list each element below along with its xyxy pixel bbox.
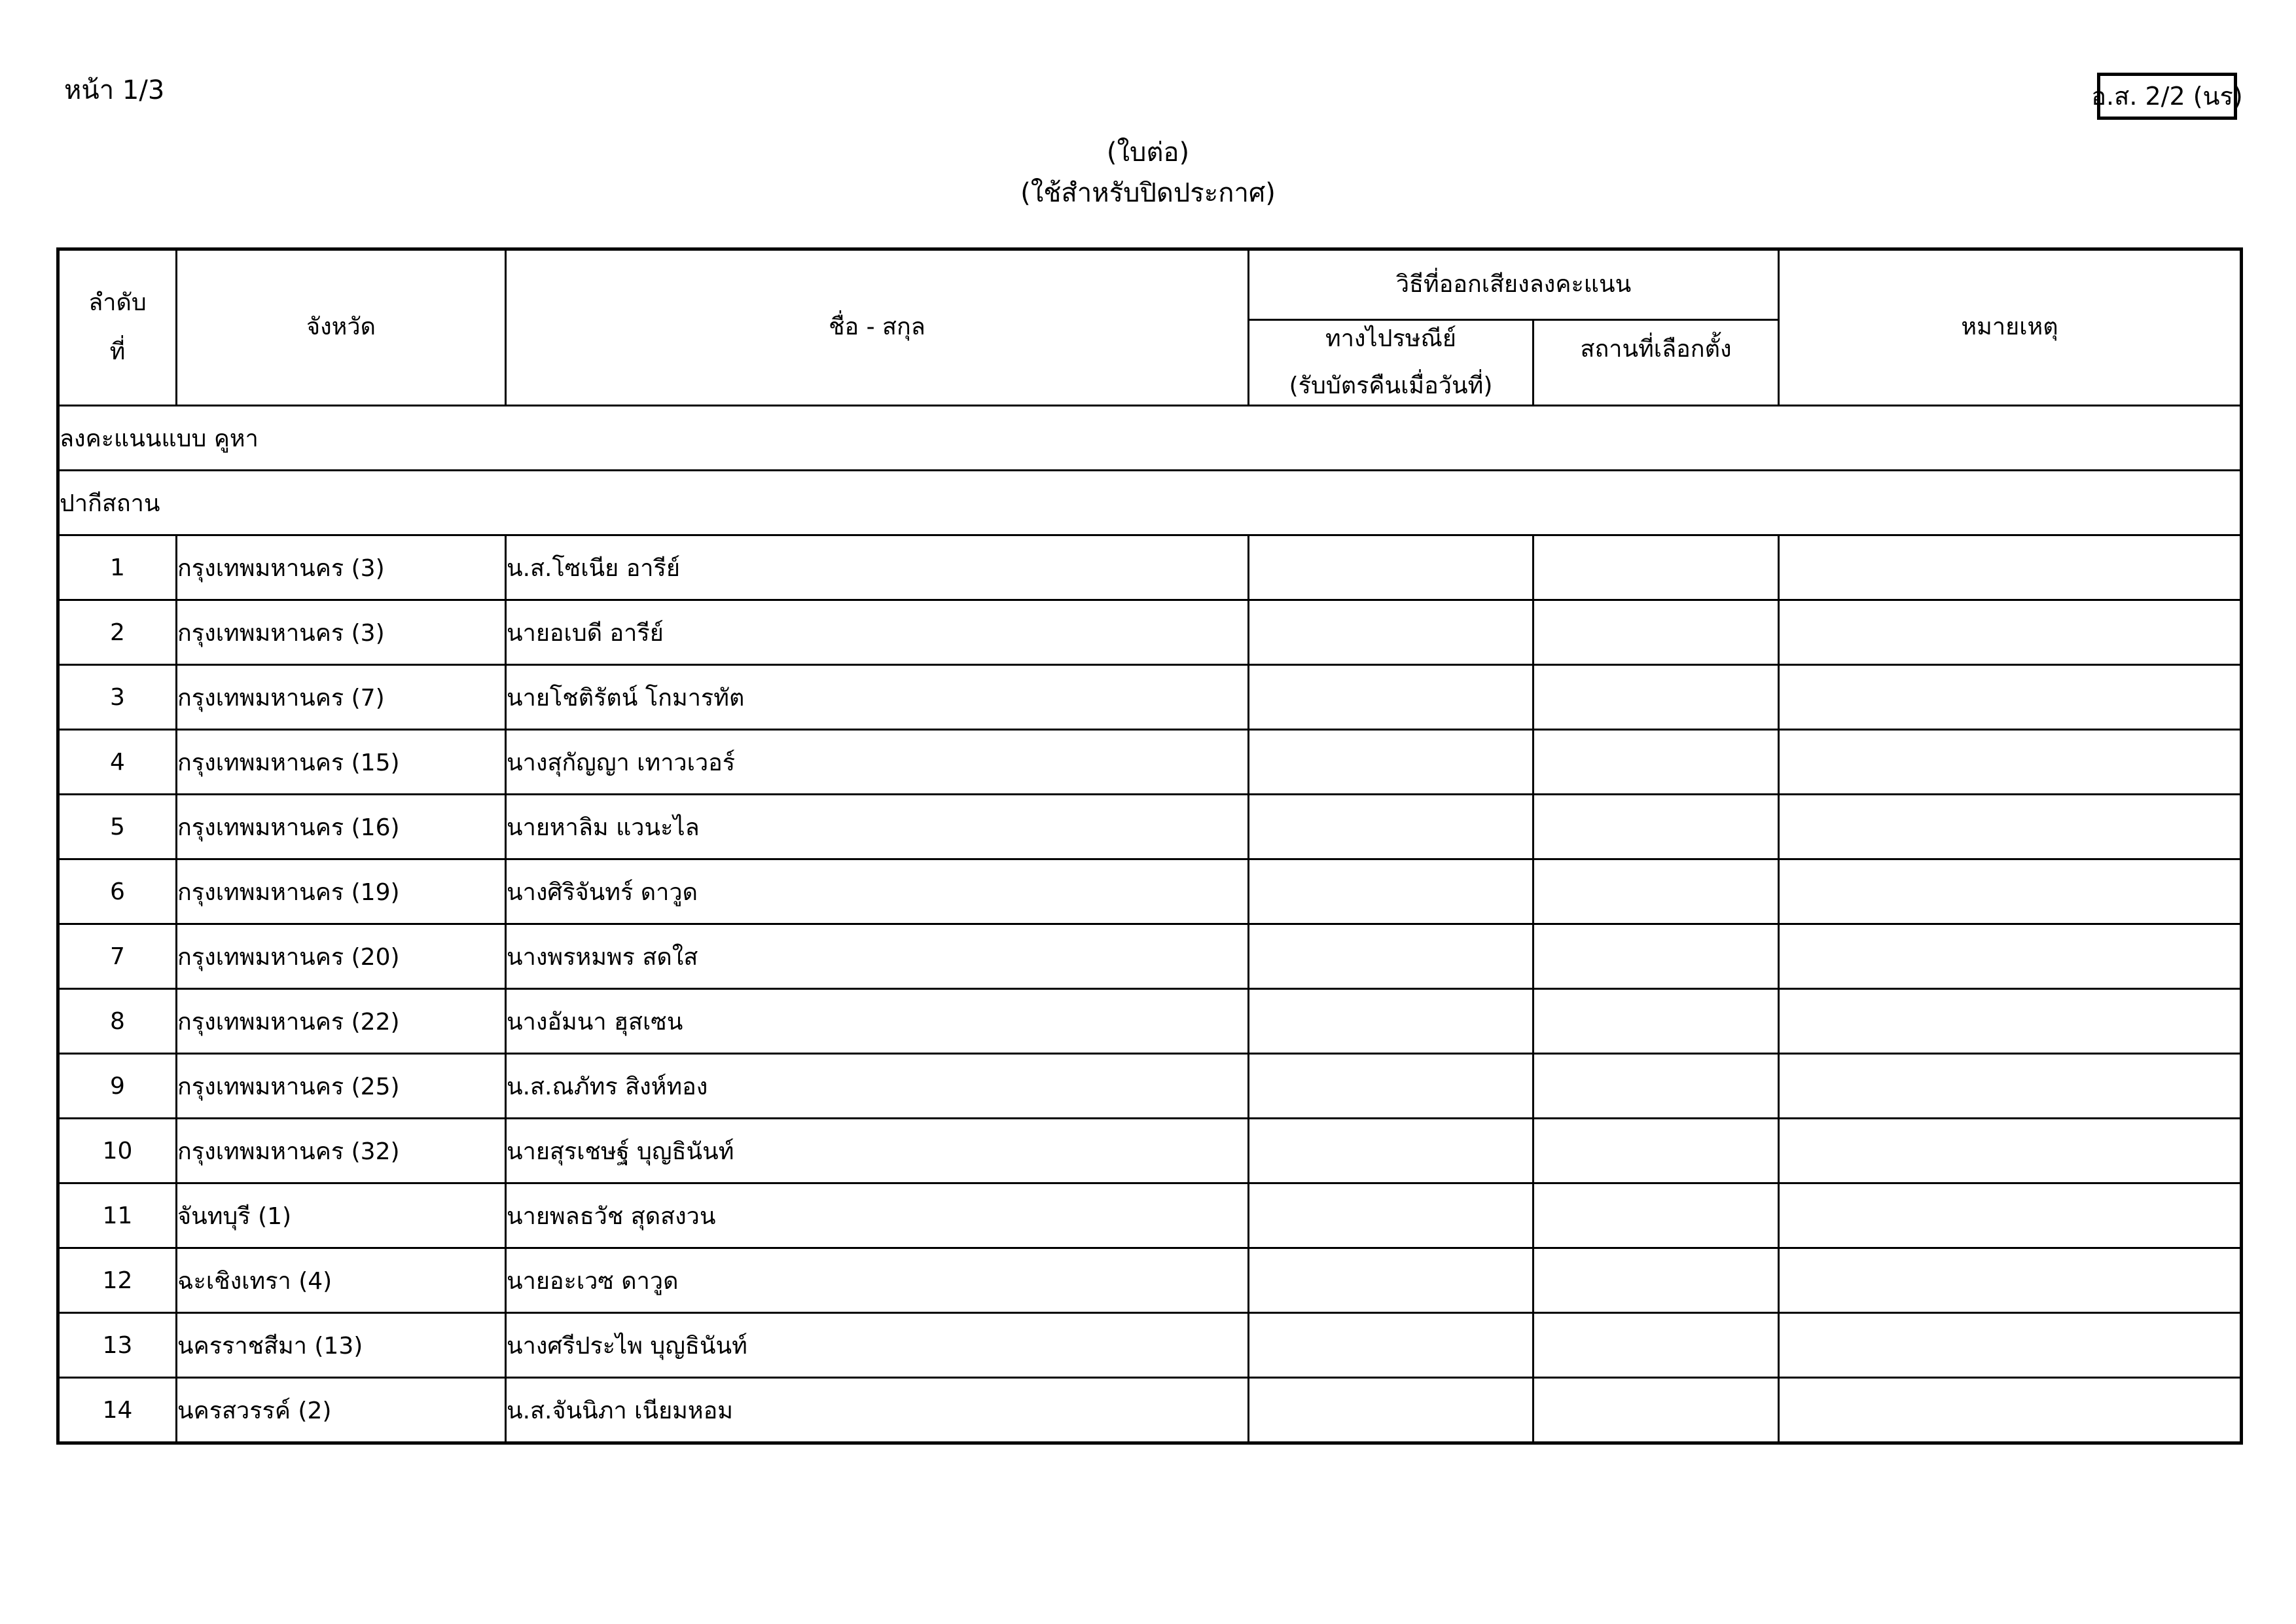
col-header-note bbox=[1779, 249, 2242, 406]
cell-note[interactable] bbox=[1779, 665, 2242, 730]
cell-province: ฉะเชิงเทรา (4) bbox=[177, 1248, 506, 1313]
cell-postal[interactable] bbox=[1249, 1248, 1534, 1313]
cell-note[interactable] bbox=[1779, 795, 2242, 859]
table-row bbox=[58, 859, 2242, 924]
cell-note[interactable] bbox=[1779, 1183, 2242, 1248]
cell-name: นายอะเวซ ดาวูด bbox=[506, 1248, 1249, 1313]
col-header-postal-line1: ทางไปรษณีย์ bbox=[1325, 325, 1457, 352]
voter-list-table bbox=[56, 247, 2243, 1445]
cell-polling-place[interactable] bbox=[1534, 1313, 1779, 1378]
table-row bbox=[58, 1378, 2242, 1443]
col-header-postal-line2: (รับบัตรคืนเมื่อวันที่) bbox=[1289, 372, 1493, 399]
col-header-name bbox=[506, 249, 1249, 406]
cell-polling-place[interactable] bbox=[1534, 1378, 1779, 1443]
cell-name: นางศิริจันทร์ ดาวูด bbox=[506, 859, 1249, 924]
cell-postal[interactable] bbox=[1249, 924, 1534, 989]
cell-sequence: 1 bbox=[58, 535, 177, 600]
cell-name: นางศรีประไพ บุญธินันท์ bbox=[506, 1313, 1249, 1378]
cell-sequence: 14 bbox=[58, 1378, 177, 1443]
cell-polling-place[interactable] bbox=[1534, 924, 1779, 989]
voter-list-table-wrap bbox=[56, 247, 2240, 1445]
section-row-voting-mode bbox=[58, 406, 2242, 471]
cell-polling-place[interactable] bbox=[1534, 989, 1779, 1054]
cell-sequence: 12 bbox=[58, 1248, 177, 1313]
cell-note[interactable] bbox=[1779, 535, 2242, 600]
cell-polling-place[interactable] bbox=[1534, 1119, 1779, 1183]
table-row bbox=[58, 665, 2242, 730]
cell-sequence: 9 bbox=[58, 1054, 177, 1119]
table-body bbox=[58, 406, 2242, 1443]
cell-province: จันทบุรี (1) bbox=[177, 1183, 506, 1248]
cell-sequence: 6 bbox=[58, 859, 177, 924]
cell-note[interactable] bbox=[1779, 600, 2242, 665]
cell-sequence: 2 bbox=[58, 600, 177, 665]
cell-sequence: 4 bbox=[58, 730, 177, 795]
table-row bbox=[58, 535, 2242, 600]
cell-province: กรุงเทพมหานคร (25) bbox=[177, 1054, 506, 1119]
cell-polling-place[interactable] bbox=[1534, 1248, 1779, 1313]
cell-province: กรุงเทพมหานคร (7) bbox=[177, 665, 506, 730]
cell-name: นายหาลิม แวนะไล bbox=[506, 795, 1249, 859]
col-header-name-label: ชื่อ - สกุล bbox=[829, 314, 925, 341]
section-row-country bbox=[58, 471, 2242, 535]
cell-postal[interactable] bbox=[1249, 1313, 1534, 1378]
cell-name: นายพลธวัช สุดสงวน bbox=[506, 1183, 1249, 1248]
col-header-province bbox=[177, 249, 506, 406]
cell-postal[interactable] bbox=[1249, 1119, 1534, 1183]
cell-name: นายสุรเชษฐ์ บุญธินันท์ bbox=[506, 1119, 1249, 1183]
cell-note[interactable] bbox=[1779, 1378, 2242, 1443]
cell-note[interactable] bbox=[1779, 924, 2242, 989]
document-title-block bbox=[0, 137, 2296, 208]
cell-name: น.ส.จันนิภา เนียมหอม bbox=[506, 1378, 1249, 1443]
cell-postal[interactable] bbox=[1249, 665, 1534, 730]
cell-province: กรุงเทพมหานคร (20) bbox=[177, 924, 506, 989]
table-row bbox=[58, 795, 2242, 859]
table-row bbox=[58, 730, 2242, 795]
col-header-sequence bbox=[58, 249, 177, 406]
cell-province: กรุงเทพมหานคร (19) bbox=[177, 859, 506, 924]
table-row bbox=[58, 1248, 2242, 1313]
cell-sequence: 3 bbox=[58, 665, 177, 730]
col-header-voting-method-label: วิธีที่ออกเสียงลงคะแนน bbox=[1395, 270, 1632, 298]
cell-name: นายอเบดี อารีย์ bbox=[506, 600, 1249, 665]
table-row bbox=[58, 600, 2242, 665]
cell-postal[interactable] bbox=[1249, 600, 1534, 665]
cell-polling-place[interactable] bbox=[1534, 730, 1779, 795]
cell-province: กรุงเทพมหานคร (32) bbox=[177, 1119, 506, 1183]
cell-province: กรุงเทพมหานคร (15) bbox=[177, 730, 506, 795]
cell-note[interactable] bbox=[1779, 859, 2242, 924]
form-code-box bbox=[2091, 73, 2243, 120]
cell-note[interactable] bbox=[1779, 1248, 2242, 1313]
cell-province: กรุงเทพมหานคร (16) bbox=[177, 795, 506, 859]
cell-polling-place[interactable] bbox=[1534, 859, 1779, 924]
title-continuation-sheet: (ใบต่อ) bbox=[1106, 137, 1190, 168]
col-header-note-label: หมายเหตุ bbox=[1961, 314, 2058, 341]
table-row bbox=[58, 924, 2242, 989]
table-header bbox=[58, 249, 2242, 406]
cell-polling-place[interactable] bbox=[1534, 535, 1779, 600]
cell-province: นครราชสีมา (13) bbox=[177, 1313, 506, 1378]
cell-name: น.ส.โซเนีย อารีย์ bbox=[506, 535, 1249, 600]
cell-sequence: 11 bbox=[58, 1183, 177, 1248]
table-row bbox=[58, 1119, 2242, 1183]
cell-polling-place[interactable] bbox=[1534, 795, 1779, 859]
cell-polling-place[interactable] bbox=[1534, 1054, 1779, 1119]
col-header-postal bbox=[1249, 320, 1534, 406]
cell-note[interactable] bbox=[1779, 989, 2242, 1054]
col-header-sequence-line1: ลำดับ bbox=[88, 289, 147, 316]
cell-note[interactable] bbox=[1779, 730, 2242, 795]
col-header-polling-place bbox=[1534, 320, 1779, 406]
cell-sequence: 5 bbox=[58, 795, 177, 859]
cell-name: นางอัมนา ฮุสเซน bbox=[506, 989, 1249, 1054]
cell-note[interactable] bbox=[1779, 1054, 2242, 1119]
cell-sequence: 13 bbox=[58, 1313, 177, 1378]
cell-note[interactable] bbox=[1779, 1313, 2242, 1378]
cell-name: นางพรหมพร สดใส bbox=[506, 924, 1249, 989]
cell-postal[interactable] bbox=[1249, 795, 1534, 859]
cell-province: กรุงเทพมหานคร (3) bbox=[177, 535, 506, 600]
cell-name: นายโชติรัตน์ โกมารทัต bbox=[506, 665, 1249, 730]
cell-name: นางสุกัญญา เทาวเวอร์ bbox=[506, 730, 1249, 795]
cell-sequence: 8 bbox=[58, 989, 177, 1054]
cell-polling-place[interactable] bbox=[1534, 1183, 1779, 1248]
cell-sequence: 10 bbox=[58, 1119, 177, 1183]
cell-postal[interactable] bbox=[1249, 1183, 1534, 1248]
cell-postal[interactable] bbox=[1249, 730, 1534, 795]
cell-sequence: 7 bbox=[58, 924, 177, 989]
title-usage-note: (ใช้สำหรับปิดประกาศ) bbox=[1020, 178, 1276, 208]
cell-polling-place[interactable] bbox=[1534, 665, 1779, 730]
cell-postal[interactable] bbox=[1249, 1054, 1534, 1119]
cell-note[interactable] bbox=[1779, 1119, 2242, 1183]
cell-postal[interactable] bbox=[1249, 859, 1534, 924]
col-header-voting-method-group bbox=[1249, 249, 1779, 320]
table-row bbox=[58, 989, 2242, 1054]
cell-province: กรุงเทพมหานคร (3) bbox=[177, 600, 506, 665]
cell-polling-place[interactable] bbox=[1534, 600, 1779, 665]
col-header-polling-place-label: สถานที่เลือกตั้ง bbox=[1580, 336, 1732, 363]
table-header-row-top bbox=[58, 249, 2242, 320]
table-row bbox=[58, 1183, 2242, 1248]
col-header-province-label: จังหวัด bbox=[306, 314, 376, 341]
cell-postal[interactable] bbox=[1249, 535, 1534, 600]
cell-postal[interactable] bbox=[1249, 1378, 1534, 1443]
cell-name: น.ส.ณภัทร สิงห์ทอง bbox=[506, 1054, 1249, 1119]
cell-province: กรุงเทพมหานคร (22) bbox=[177, 989, 506, 1054]
page-number-label: หน้า 1/3 bbox=[64, 75, 165, 105]
table-row bbox=[58, 1054, 2242, 1119]
section-label-voting-mode: ลงคะแนนแบบ คูหา bbox=[58, 406, 2242, 471]
table-row bbox=[58, 1313, 2242, 1378]
section-label-country: ปากีสถาน bbox=[58, 471, 2242, 535]
cell-postal[interactable] bbox=[1249, 989, 1534, 1054]
form-code-text: อ.ส. 2/2 (นร) bbox=[2091, 82, 2243, 111]
cell-province: นครสวรรค์ (2) bbox=[177, 1378, 506, 1443]
col-header-sequence-line2: ที่ bbox=[109, 338, 126, 365]
